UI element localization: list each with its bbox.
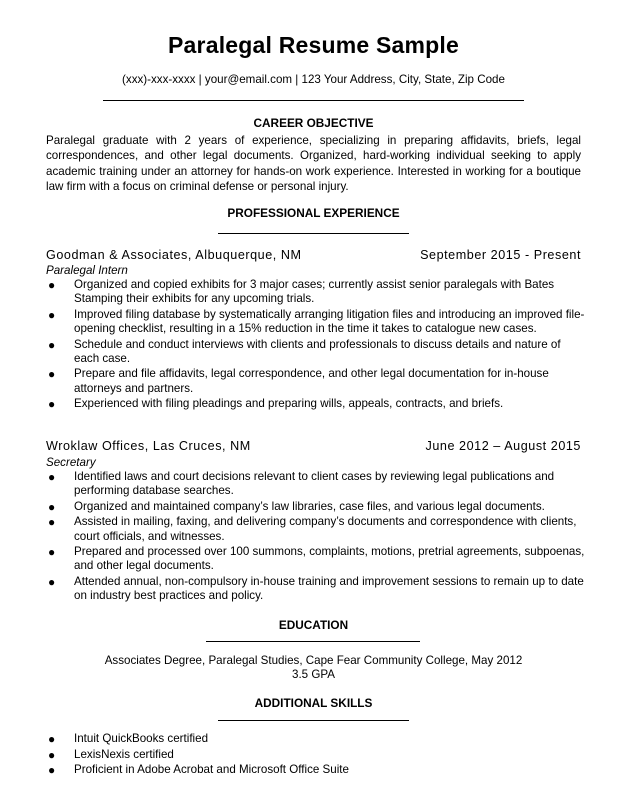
list-item: [46, 278, 586, 306]
list-item: [46, 748, 586, 762]
experience-heading: PROFESSIONAL EXPERIENCE: [227, 206, 400, 220]
bullet-dot: ●: [48, 470, 56, 484]
list-item-text: LexisNexis certified: [74, 747, 174, 761]
list-item: [46, 397, 586, 411]
career-objective-heading: CAREER OBJECTIVE: [253, 116, 374, 130]
list-item-text: Experienced with filing pleadings and preparing wills, appeals, contracts, and briefs.: [74, 397, 504, 411]
list-item: [46, 308, 586, 336]
bullet-dot: ●: [48, 397, 56, 412]
bullet-dot: ●: [48, 732, 56, 746]
list-item: [46, 338, 586, 366]
experience-heading-divider: [218, 233, 409, 234]
list-item: [46, 367, 586, 395]
list-item-text: Attended annual, non-compulsory in-house training and improvement sessions to remain up to date on industry best practices and policy.: [74, 574, 584, 603]
list-item: [46, 470, 586, 498]
list-item: [46, 575, 586, 603]
education-heading-divider: [206, 641, 420, 642]
job-role: Paralegal Intern: [46, 264, 128, 277]
list-item-text: Proficient in Adobe Acrobat and Microsoft Office Suite: [74, 763, 349, 777]
job-dates: September 2015 - Present: [420, 248, 581, 262]
job-header: [46, 248, 581, 262]
career-objective-text: Paralegal graduate with 2 years of experience, specializing in preparing affidavits, briefs, legal correspondences, and other legal documents. Organized, hard-working individual seeking to apply academic training under an attorney for hands-on work experience. Interested in working for a boutique law firm with a focus on criminal defense or personal injury.: [46, 134, 581, 193]
job-role: Secretary: [46, 456, 96, 469]
bullet-dot: ●: [48, 545, 56, 560]
bullet-dot: ●: [48, 747, 56, 762]
list-item-text: Prepare and file affidavits, legal correspondence, and other legal documentation for in-house attorneys and partners.: [74, 367, 549, 395]
list-item: [46, 545, 586, 573]
job-header: [46, 439, 581, 453]
education-gpa: 3.5 GPA: [292, 668, 335, 681]
list-item: [46, 515, 586, 543]
job-bullet-list: [46, 470, 586, 605]
list-item: [46, 763, 586, 777]
list-item-text: Assisted in mailing, faxing, and delivering company’s documents and correspondence with clients, court officials, and witnesses.: [74, 515, 577, 543]
education-heading: EDUCATION: [278, 618, 349, 632]
bullet-dot: ●: [48, 499, 56, 514]
bullet-dot: ●: [48, 307, 56, 322]
bullet-dot: ●: [48, 337, 56, 352]
bullet-dot: ●: [48, 278, 56, 292]
list-item-text: Organized and copied exhibits for 3 major cases; currently assist senior paralegals with Bates Stamping their exhibits for any upcoming trials.: [74, 278, 555, 306]
resume-title: Paralegal Resume Sample: [168, 32, 459, 58]
skills-heading-divider: [218, 720, 409, 721]
job-employer: Wroklaw Offices, Las Cruces, NM: [46, 439, 251, 453]
job-employer: Goodman & Associates, Albuquerque, NM: [46, 248, 302, 262]
skills-heading: ADDITIONAL SKILLS: [254, 696, 373, 710]
list-item: [46, 500, 586, 514]
list-item-text: Prepared and processed over 100 summons, complaints, motions, pretrial agreements, subpoenas, and other legal documents.: [74, 545, 585, 573]
list-item: [46, 732, 586, 746]
list-item-text: Identified laws and court decisions relevant to client cases by reviewing legal publications and performing database searches.: [74, 470, 555, 498]
list-item-text: Schedule and conduct interviews with clients and professionals to discuss details and nature of each case.: [74, 337, 561, 365]
skills-list: [46, 732, 586, 779]
bullet-dot: ●: [48, 763, 56, 778]
contact-line: (xxx)-xxx-xxxx | your@email.com | 123 Your Address, City, State, Zip Code: [122, 73, 505, 86]
list-item-text: Intuit QuickBooks certified: [74, 732, 209, 745]
education-degree: Associates Degree, Paralegal Studies, Cape Fear Community College, May 2012: [104, 654, 523, 667]
job-dates: June 2012 – August 2015: [425, 439, 581, 453]
bullet-dot: ●: [48, 367, 56, 382]
header-divider: [103, 100, 524, 101]
list-item-text: Improved filing database by systematically arranging litigation files and introducing an improved file-opening checklist, resulting in a 15% reduction in the time it takes to catalogue new cases.: [74, 307, 585, 335]
list-item-text: Organized and maintained company’s law libraries, case files, and various legal documents.: [74, 499, 545, 513]
bullet-dot: ●: [48, 515, 56, 530]
bullet-dot: ●: [48, 574, 56, 589]
job-bullet-list: [46, 278, 586, 413]
